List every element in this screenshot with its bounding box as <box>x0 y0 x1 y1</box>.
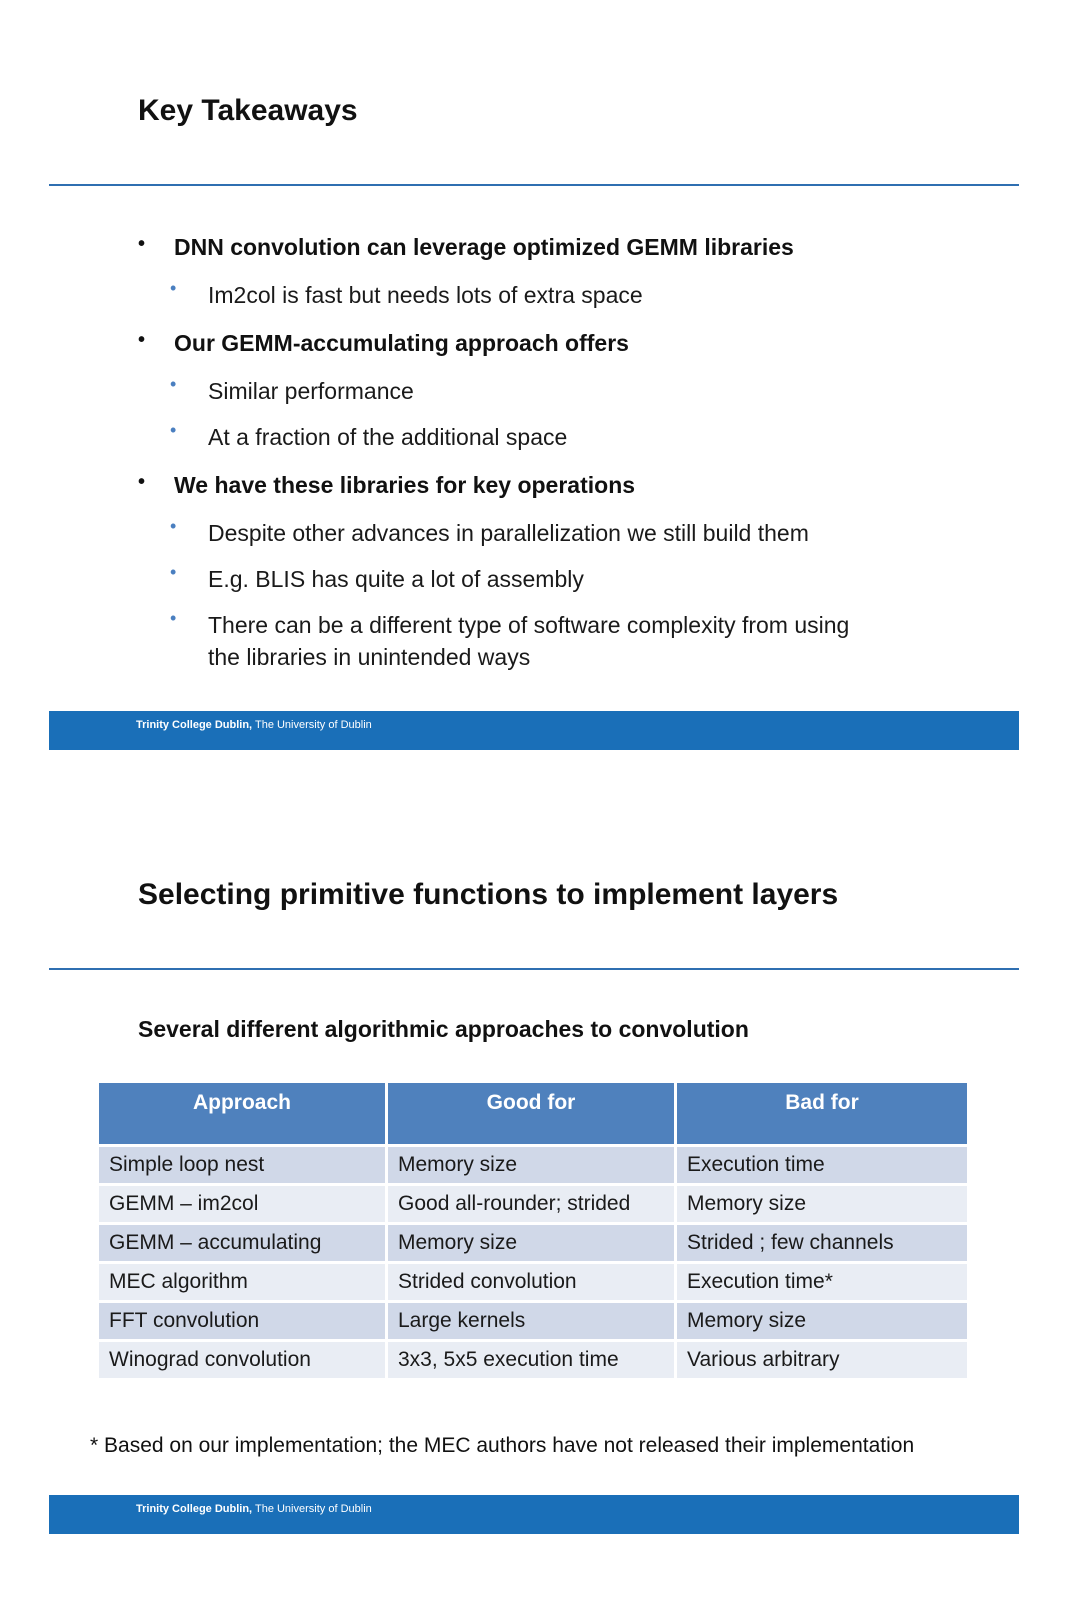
footnote: * Based on our implementation; the MEC authors have not released their implementation <box>90 1434 915 1457</box>
footer-university: The University of Dublin <box>252 719 372 731</box>
sub-bullet-dot-icon: • <box>170 516 177 536</box>
sub-bullet-text: Despite other advances in parallelization we still build them <box>208 520 809 546</box>
sub-bullet-dot-icon: • <box>170 420 177 440</box>
sub-bullet-text: Similar performance <box>208 378 414 404</box>
table-cell: GEMM – im2col <box>99 1186 388 1225</box>
table-cell: Various arbitrary <box>677 1342 967 1381</box>
bullet-dot-icon: • <box>138 329 146 351</box>
table-header-row <box>99 1083 967 1147</box>
footer-institution: Trinity College Dublin, <box>136 1503 253 1515</box>
footer-institution: Trinity College Dublin, <box>136 719 253 731</box>
sub-bullet-dot-icon: • <box>170 562 177 582</box>
table-cell: Strided ; few channels <box>677 1225 967 1264</box>
table-cell: Memory size <box>388 1147 677 1186</box>
slide-title: Key Takeaways <box>138 94 358 127</box>
title-divider <box>49 184 1019 186</box>
table-cell: Good all-rounder; strided <box>388 1186 677 1225</box>
approach-comparison-table <box>99 1083 967 1381</box>
sub-bullet-text: There can be a different type of software complexity from using <box>208 612 850 638</box>
table-row <box>99 1186 967 1225</box>
table-cell: Memory size <box>388 1225 677 1264</box>
footer-text <box>136 1503 372 1515</box>
section-subheading: Several different algorithmic approaches to convolution <box>138 1016 749 1042</box>
sub-bullet-dot-icon: • <box>170 374 177 394</box>
table-cell: FFT convolution <box>99 1303 388 1342</box>
table-cell: MEC algorithm <box>99 1264 388 1303</box>
table-row <box>99 1225 967 1264</box>
column-header: Bad for <box>677 1083 967 1147</box>
column-header: Approach <box>99 1083 388 1147</box>
footer-bar <box>49 711 1019 750</box>
table-cell: Memory size <box>677 1186 967 1225</box>
table-cell: Execution time* <box>677 1264 967 1303</box>
table-row <box>99 1147 967 1186</box>
bullet-text: We have these libraries for key operations <box>174 472 636 498</box>
sub-bullet-dot-icon: • <box>170 608 177 628</box>
sub-bullet-text: E.g. BLIS has quite a lot of assembly <box>208 566 584 592</box>
sub-bullet-text: Im2col is fast but needs lots of extra space <box>208 282 643 308</box>
sub-bullet-text: the libraries in unintended ways <box>208 644 531 670</box>
table-cell: Strided convolution <box>388 1264 677 1303</box>
table-row <box>99 1342 967 1381</box>
table-row <box>99 1264 967 1303</box>
table-cell: Simple loop nest <box>99 1147 388 1186</box>
column-header: Good for <box>388 1083 677 1147</box>
footer-university: The University of Dublin <box>252 1503 372 1515</box>
table-cell: Large kernels <box>388 1303 677 1342</box>
table-cell: 3x3, 5x5 execution time <box>388 1342 677 1381</box>
slide-primitive-functions <box>0 800 1067 1600</box>
bullet-dot-icon: • <box>138 471 146 493</box>
table-cell: Execution time <box>677 1147 967 1186</box>
table-row <box>99 1303 967 1342</box>
sub-bullet-dot-icon: • <box>170 278 177 298</box>
table-cell: GEMM – accumulating <box>99 1225 388 1264</box>
sub-bullet-text: At a fraction of the additional space <box>208 424 568 450</box>
bullet-text: Our GEMM-accumulating approach offers <box>174 330 629 356</box>
slide-title: Selecting primitive functions to implement layers <box>138 878 839 911</box>
table-cell: Winograd convolution <box>99 1342 388 1381</box>
title-divider <box>49 968 1019 970</box>
table-cell: Memory size <box>677 1303 967 1342</box>
footer-text <box>136 719 372 731</box>
bullet-text: DNN convolution can leverage optimized GEMM libraries <box>174 234 794 260</box>
bullet-dot-icon: • <box>138 233 146 255</box>
footer-bar <box>49 1495 1019 1534</box>
